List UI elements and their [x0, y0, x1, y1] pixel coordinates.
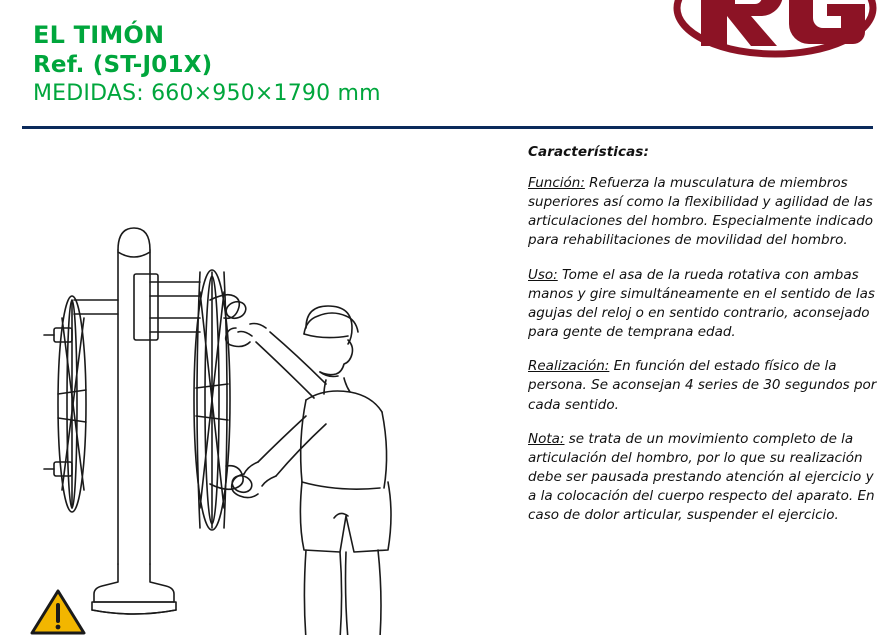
page-title: EL TIMÓN [33, 21, 165, 49]
characteristic-funcion-text: Refuerza la musculatura de miembros superiores así como la flexibilidad y agilidad de las articulaciones del hombro. Especialmente indicado para rehabilitaciones de movilidad del hombro. [528, 175, 874, 249]
characteristic-uso-label: Uso: [528, 266, 558, 283]
company-logo [665, 0, 885, 70]
characteristics-heading: Características: [528, 144, 649, 160]
characteristic-funcion-label: Función: [528, 175, 585, 191]
characteristics-panel [528, 144, 878, 541]
characteristic-realizacion-label: Realización: [528, 358, 610, 375]
product-reference: Ref. (ST-J01X) [33, 51, 213, 78]
characteristic-realizacion [528, 357, 878, 414]
main-content [0, 132, 895, 635]
equipment-illustration [14, 132, 514, 635]
characteristic-nota-text: se trata de un movimiento completo de la articulación del hombro, por lo que su realización debe ser pausada prestando atención al ejercicio y a la colocación del cuerpo respecto del aparato. En caso de dolor articular, suspender el ejercicio. [528, 430, 875, 524]
characteristic-realizacion-text: En función del estado físico de la persona. Se aconsejan 4 series de 30 segundos por cada sentido. [528, 358, 877, 413]
title-block [33, 20, 381, 108]
characteristic-uso [528, 266, 878, 343]
warning-triangle-icon [30, 589, 86, 635]
header-divider [22, 126, 873, 129]
page-header [0, 0, 895, 120]
characteristic-nota-label: Nota: [528, 430, 565, 447]
characteristic-nota [528, 430, 878, 526]
characteristic-uso-text: Tome el asa de la rueda rotativa con ambas manos y gire simultáneamente en el sentido de las agujas del reloj o en sentido contrario, aconsejado para gente de temprana edad. [528, 266, 875, 341]
product-dimensions: MEDIDAS: 660×950×1790 mm [33, 81, 381, 107]
characteristic-funcion [528, 174, 878, 251]
